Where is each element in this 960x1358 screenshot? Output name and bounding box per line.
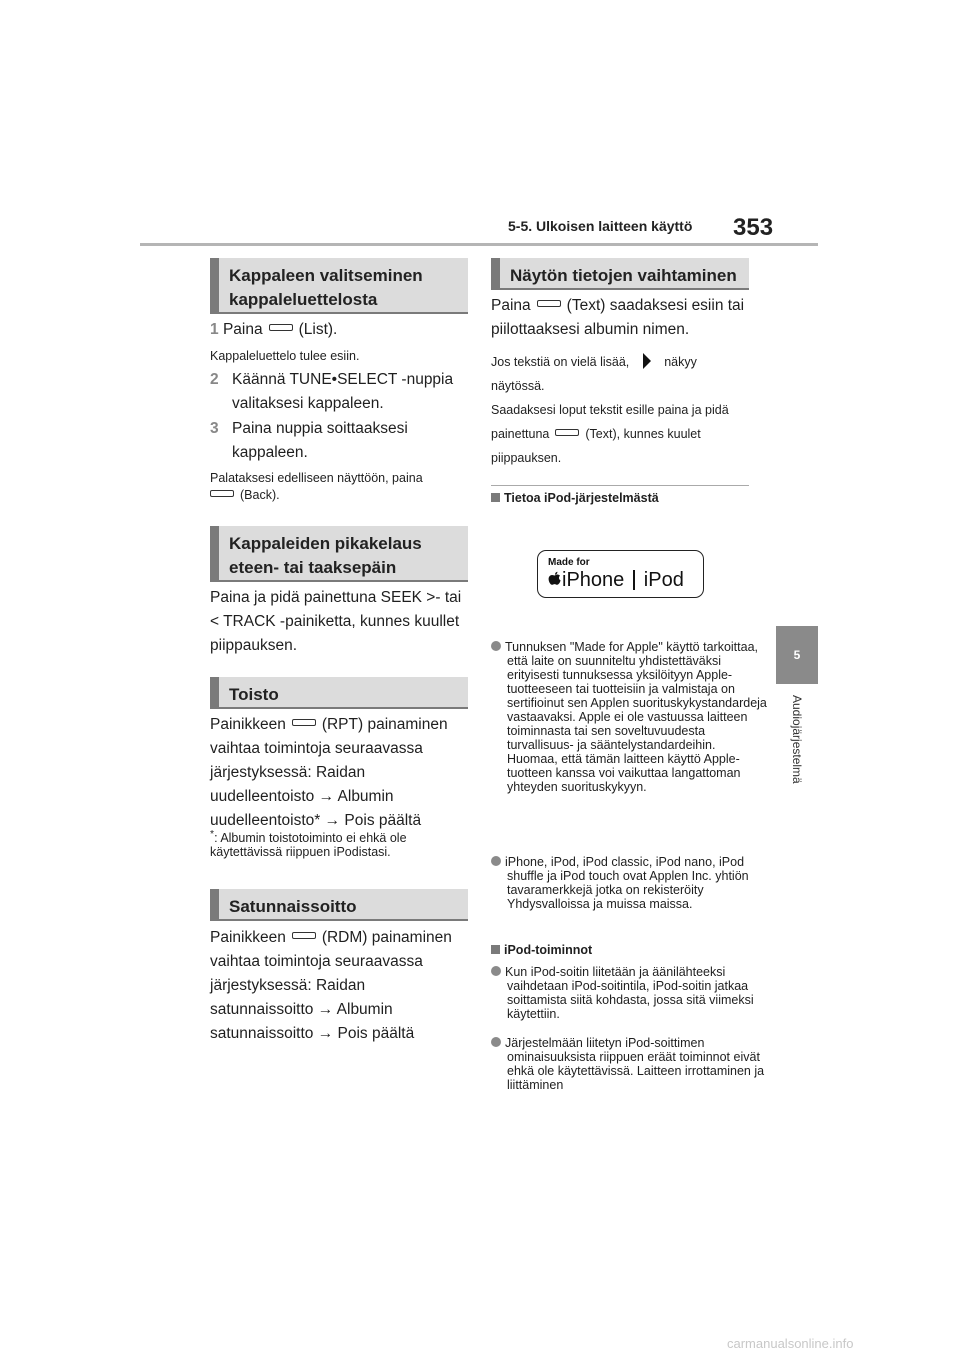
- ipod-functions-heading: [491, 942, 749, 959]
- step-number: 2: [210, 371, 219, 388]
- list-item: [491, 640, 769, 794]
- list-item: [491, 965, 769, 1021]
- square-bullet-icon: [491, 945, 500, 954]
- repeat-text-a: Painikkeen: [210, 716, 286, 733]
- section-title: 5-5. Ulkoisen laitteen käyttö: [508, 218, 693, 234]
- square-bullet-icon: [491, 493, 500, 502]
- footnote-text: : Albumin toistotoiminto ei ehkä ole käytettävissä riippuen iPodistasi.: [210, 831, 407, 860]
- display-text-b: (Text) saadaksesi esiin tai piilottaaksesi albumin nimen.: [491, 297, 745, 338]
- logo-separator: [633, 570, 635, 590]
- ipod-heading-text: Tietoa iPod-järjestelmästä: [504, 491, 659, 505]
- step-number: 3: [210, 420, 219, 437]
- circle-bullet-icon: [491, 966, 501, 976]
- logo-made-for: Made for: [548, 557, 590, 568]
- logo-main: [548, 569, 684, 592]
- note-text: näkyy näytössä.: [491, 355, 697, 393]
- chapter-label-text: Audiojärjestelmä: [790, 695, 804, 784]
- repeat-text-b: (RPT) painaminen vaihtaa toimintoja seuraavassa järjestyksessä: Raidan uudelleentoisto → Albumin uudelleentoisto* → Pois päältä: [210, 716, 448, 829]
- random-text: [210, 926, 468, 1046]
- list-item-text: Tunnuksen "Made for Apple" käyttö tarkoittaa, että laite on suunniteltu yhdistettäväksi erityisesti tunnuksessa yksilöityyn Apple-tuotteeseen tai tuotteisiin ja valmistaja on sertifioinut sen Applen suorituskykystandardeja vastaavaksi. Apple ei ole vastuussa laitteen toiminnasta tai sen soveltuvuudesta turvallisuus- ja sääntelystandardeihin. Huomaa, että tämän laitteen käyttö Apple-tuotteen kanssa voi vaikuttaa langattoman yhteyden suorituskykyyn.: [505, 640, 767, 794]
- note-text: Jos tekstiä on vielä lisää,: [491, 355, 630, 369]
- header-divider: [140, 243, 818, 246]
- back-button-icon: [210, 490, 234, 497]
- apple-icon: [548, 571, 562, 587]
- random-text-b: (RDM) painaminen vaihtaa toimintoja seuraavassa järjestyksessä: Raidan satunnaissoitto → Albumin satunnaissoitto → Pois päältä: [210, 929, 452, 1042]
- section-header-display: Näytön tietojen vaihtaminen: [491, 258, 749, 290]
- display-text-a: Paina: [491, 297, 531, 314]
- rdm-button-icon: [292, 932, 316, 939]
- list-item-text: Kun iPod-soitin liitetään ja äänilähteeksi vaihdetaan iPod-soitintila, iPod-soitin jatkaa soittamista siitä kohdasta, jossa sitä viimeksi käytettiin.: [505, 965, 754, 1021]
- list-item-text: iPhone, iPod, iPod classic, iPod nano, iPod shuffle ja iPod touch ovat Applen Inc. yhtiön tavaramerkkejä jotka on rekisteröity Yhdysvalloissa ja muissa maissa.: [505, 855, 749, 911]
- list-button-icon: [269, 324, 293, 331]
- step-note: Kappaleluettelo tulee esiin.: [210, 349, 360, 363]
- seek-text: Paina ja pidä painettuna SEEK >- tai < TRACK -painiketta, kunnes kuullet piippauksen.: [210, 589, 462, 654]
- chapter-label: [790, 695, 806, 825]
- display-note-1: [491, 350, 749, 398]
- divider: [491, 485, 749, 486]
- list-item-text: Järjestelmään liitetyn iPod-soittimen ominaisuuksista riippuen eräät toiminnot eivät ehkä ole käytettävissä. Laitteen irrottaminen ja liittäminen: [505, 1036, 765, 1092]
- display-note-2: [491, 398, 749, 470]
- note-text: (Text), kunnes kuulet piippauksen.: [491, 427, 701, 465]
- display-text: [491, 294, 749, 342]
- section-header-song-list: Kappaleen valitseminen kappaleluettelosta: [210, 258, 468, 314]
- note-text: Palataksesi edelliseen näyttöön, paina: [210, 471, 423, 485]
- ipod-heading: [491, 490, 749, 507]
- step-text: Paina: [222, 321, 263, 338]
- section-header-seek: Kappaleiden pikakelaus eteen- tai taaksepäin: [210, 526, 468, 582]
- circle-bullet-icon: [491, 856, 501, 866]
- list-item: [491, 1036, 769, 1092]
- step-number: 1: [210, 321, 219, 338]
- text-button-icon: [537, 300, 561, 307]
- step-3: [210, 417, 468, 465]
- list-item: [491, 855, 769, 911]
- random-text-a: Painikkeen: [210, 929, 286, 946]
- logo-iphone: iPhone: [562, 569, 625, 591]
- circle-bullet-icon: [491, 1037, 501, 1047]
- text-button-icon: [555, 429, 579, 436]
- footnote: [210, 828, 468, 859]
- note-text: (Back).: [240, 488, 280, 502]
- rpt-button-icon: [292, 719, 316, 726]
- ipod-functions-heading-text: iPod-toiminnot: [504, 943, 593, 957]
- made-for-iphone-ipod-logo: [537, 550, 704, 598]
- section-header-repeat: Toisto: [210, 677, 468, 709]
- watermark: carmanualsonline.info: [727, 1336, 854, 1351]
- circle-bullet-icon: [491, 641, 501, 651]
- step-text: Paina nuppia soittaaksesi kappaleen.: [232, 420, 408, 461]
- footnote-mark: *: [210, 829, 215, 840]
- step-1: [210, 318, 468, 342]
- logo-ipod: iPod: [643, 569, 684, 591]
- step-text: Käännä TUNE•SELECT -nuppia valitaksesi kappaleen.: [232, 371, 454, 412]
- step-text: (List).: [298, 321, 338, 338]
- chapter-tab: 5: [776, 626, 818, 684]
- repeat-text: [210, 713, 468, 833]
- section-header-random: Satunnaissoitto: [210, 889, 468, 921]
- page-number: 353: [733, 214, 774, 241]
- back-note: [210, 470, 468, 504]
- step-2: [210, 368, 468, 416]
- note-text: Saadaksesi loput tekstit esille paina ja pidä painettuna: [491, 403, 729, 441]
- more-text-arrow-icon: [639, 352, 655, 370]
